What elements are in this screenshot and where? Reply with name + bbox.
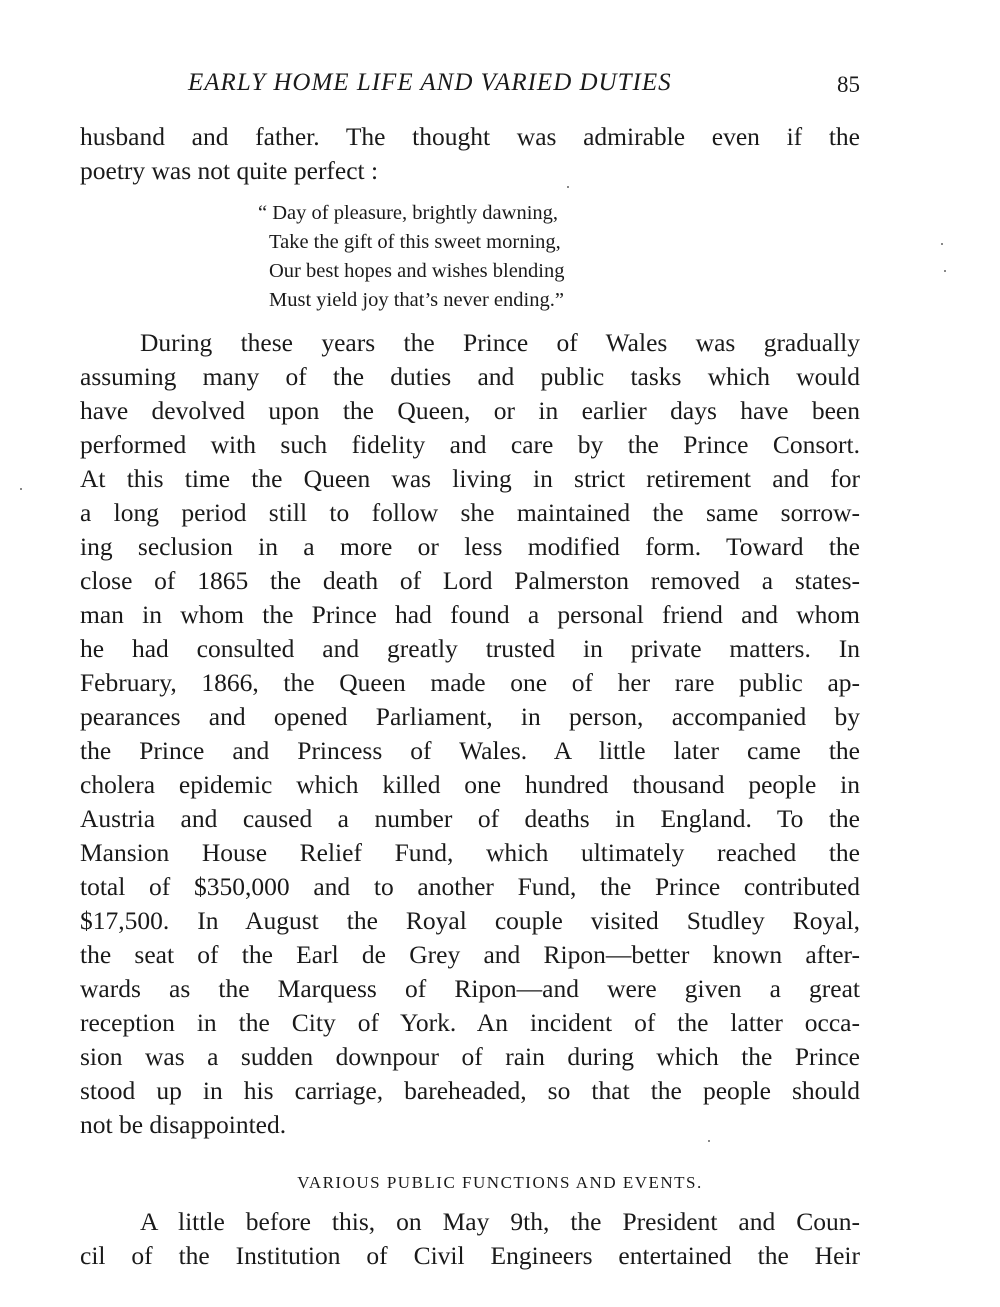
scan-speck	[944, 270, 946, 272]
text-line: A little before this, on May 9th, the President and Coun-	[140, 1207, 860, 1236]
paragraph-prince-duties	[80, 326, 860, 1142]
text-line: stood up in his carriage, bareheaded, so that the people should	[80, 1076, 860, 1105]
scan-speck	[567, 186, 569, 188]
text-line: close of 1865 the death of Lord Palmerston removed a states-	[80, 566, 860, 595]
poem-line: Must yield joy that’s never ending.”	[269, 289, 564, 311]
poem-verse	[258, 199, 565, 315]
text-line: not be disappointed.	[80, 1110, 287, 1139]
text-line: cholera epidemic which killed one hundred thousand people in	[80, 770, 860, 799]
text-line: poetry was not quite perfect :	[80, 156, 379, 185]
text-line: a long period still to follow she maintained the same sorrow-	[80, 498, 860, 527]
text-line: ing seclusion in a more or less modified form. Toward the	[80, 532, 860, 561]
text-line: February, 1866, the Queen made one of her rare public ap-	[80, 668, 860, 697]
text-line: pearances and opened Parliament, in person, accompanied by	[80, 702, 860, 731]
scan-speck	[708, 1140, 710, 1142]
paragraph-continuation	[80, 120, 860, 188]
poem-line: Our best hopes and wishes blending	[269, 260, 565, 282]
text-line: total of $350,000 and to another Fund, the Prince contributed	[80, 872, 860, 901]
text-line: wards as the Marquess of Ripon—and were given a great	[80, 974, 860, 1003]
text-line: he had consulted and greatly trusted in private matters. In	[80, 634, 860, 663]
text-line: Mansion House Relief Fund, which ultimately reached the	[80, 838, 860, 867]
poem-line: Take the gift of this sweet morning,	[269, 231, 561, 253]
running-title: EARLY HOME LIFE AND VARIED DUTIES	[188, 69, 672, 96]
text-line: During these years the Prince of Wales was gradually	[140, 328, 860, 357]
text-line: have devolved upon the Queen, or in earlier days have been	[80, 396, 860, 425]
running-head	[80, 66, 860, 100]
text-line: At this time the Queen was living in strict retirement and for	[80, 464, 860, 493]
text-line: Austria and caused a number of deaths in England. To the	[80, 804, 860, 833]
text-line: performed with such fidelity and care by the Prince Consort.	[80, 430, 860, 459]
text-line: $17,500. In August the Royal couple visited Studley Royal,	[80, 906, 860, 935]
text-line: sion was a sudden downpour of rain during which the Prince	[80, 1042, 860, 1071]
text-line: the seat of the Earl de Grey and Ripon—better known after-	[80, 940, 860, 969]
section-heading: VARIOUS PUBLIC FUNCTIONS AND EVENTS.	[297, 1173, 703, 1192]
text-line: husband and father. The thought was admirable even if the	[80, 122, 860, 151]
paragraph-engineers	[80, 1205, 860, 1273]
text-line: man in whom the Prince had found a personal friend and whom	[80, 600, 860, 629]
poem-line: “ Day of pleasure, brightly dawning,	[258, 202, 559, 224]
text-line: the Prince and Princess of Wales. A little later came the	[80, 736, 860, 765]
text-line: assuming many of the duties and public tasks which would	[80, 362, 860, 391]
text-line: cil of the Institution of Civil Engineers entertained the Heir	[80, 1241, 860, 1270]
page-number: 85	[837, 72, 860, 97]
text-line: reception in the City of York. An incident of the latter occa-	[80, 1008, 860, 1037]
scan-speck	[20, 488, 22, 490]
scan-speck	[941, 243, 943, 245]
